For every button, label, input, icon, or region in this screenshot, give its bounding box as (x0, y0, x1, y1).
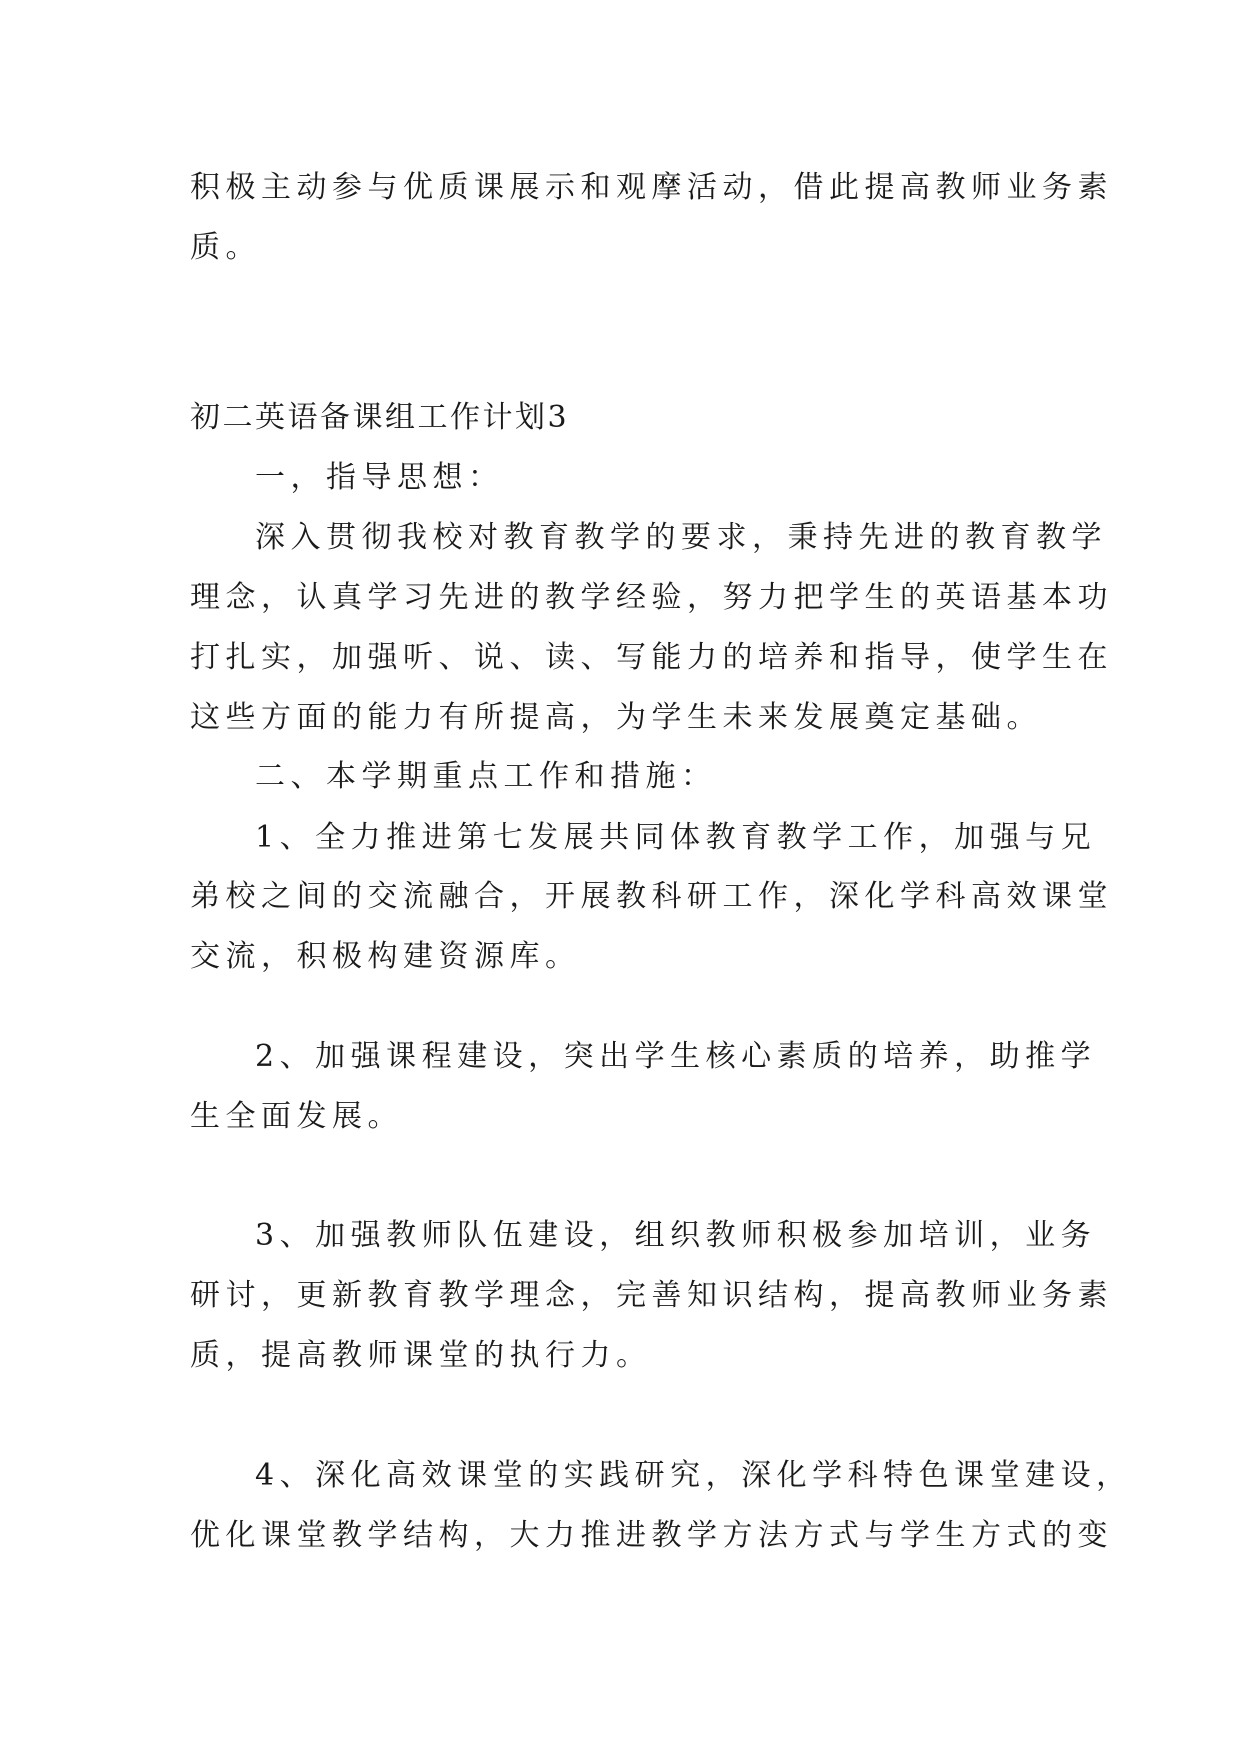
text-line: 积极主动参与优质课展示和观摩活动，借此提高教师业务素 (190, 170, 1113, 205)
text-line: 3、加强教师队伍建设，组织教师积极参加培训，业务 (255, 1218, 1097, 1253)
text-line: 2、加强课程建设，突出学生核心素质的培养，助推学 (255, 1039, 1097, 1074)
text-line: 交流，积极构建资源库。 (190, 939, 581, 974)
text-line: 深入贯彻我校对教育教学的要求，秉持先进的教育教学 (255, 520, 1107, 555)
text-line: 质，提高教师课堂的执行力。 (190, 1338, 652, 1373)
text-line: 打扎实，加强听、说、读、写能力的培养和指导，使学生在 (190, 640, 1113, 675)
text-line: 1、全力推进第七发展共同体教育教学工作，加强与兄 (255, 820, 1097, 855)
text-line: 优化课堂教学结构，大力推进教学方法方式与学生方式的变 (190, 1518, 1113, 1553)
text-line: 生全面发展。 (190, 1099, 403, 1134)
text-line: 质。 (190, 230, 261, 265)
text-line: 弟校之间的交流融合，开展教科研工作，深化学科高效课堂 (190, 879, 1113, 914)
text-line: 这些方面的能力有所提高，为学生未来发展奠定基础。 (190, 700, 1042, 735)
text-line: 研讨，更新教育教学理念，完善知识结构，提高教师业务素 (190, 1278, 1113, 1313)
text-line: 4、深化高效课堂的实践研究，深化学科特色课堂建设， (255, 1458, 1132, 1493)
section-title: 初二英语备课组工作计划3 (190, 400, 570, 435)
text-line: 理念，认真学习先进的教学经验，努力把学生的英语基本功 (190, 580, 1113, 615)
section-heading: 二、本学期重点工作和措施： (255, 759, 717, 794)
section-heading: 一，指导思想： (255, 460, 504, 495)
